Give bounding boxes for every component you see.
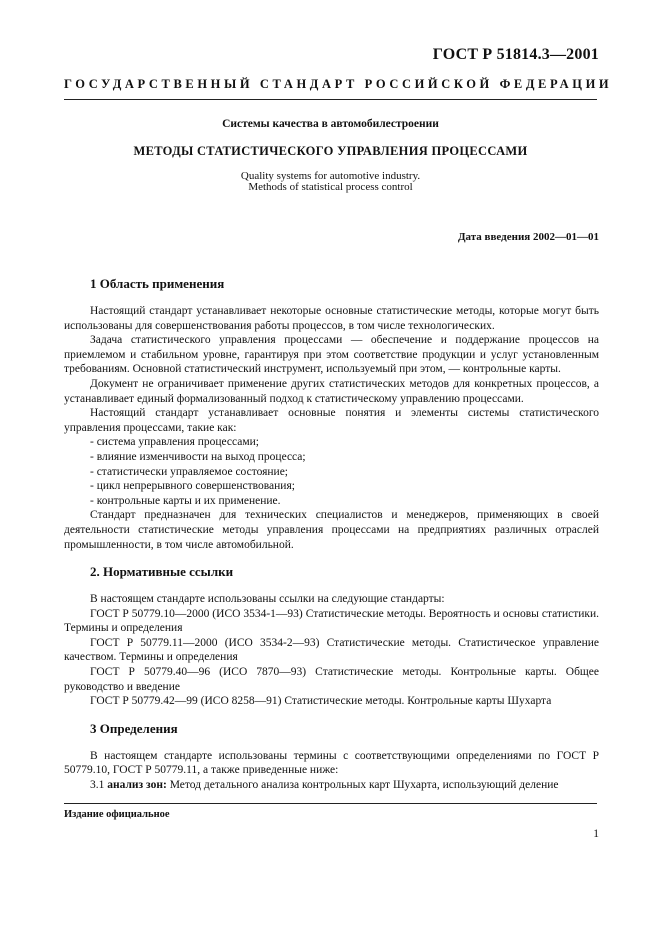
paragraph: Задача статистического управления процессами — обеспечение и поддержание процессов на приемлемом и стабильном уровне, гарантируя при этом соответствие продукции и услуг установленным требованиям. Основной статистический инструмент, используемый при этом, — контрольные карты. — [64, 334, 599, 376]
english-title-line-1: Quality systems for automotive industry. — [240, 170, 421, 182]
footer-rule — [64, 803, 597, 804]
reference-item: ГОСТ Р 50779.40—96 (ИСО 7870—93) Статистические методы. Контрольные карты. Общее руководство и введение — [64, 666, 599, 693]
list-item: - цикл непрерывного совершенствования; — [90, 480, 295, 493]
introduction-date: Дата введения 2002—01—01 — [457, 231, 599, 243]
section-heading: 3 Определения — [90, 720, 178, 736]
subject-title: Системы качества в автомобилестроении — [222, 118, 439, 130]
page-number: 1 — [593, 828, 599, 840]
paragraph: Стандарт предназначен для технических специалистов и менеджеров, применяющих в своей деятельности статистические методы управления процессами на предприятиях различных отраслей промышленности, в том числе автомобильной. — [64, 509, 599, 551]
paragraph: В настоящем стандарте использованы термины с соответствующими определениями по ГОСТ Р 50779.10, ГОСТ Р 50779.11, а также приведенные ниже: — [64, 749, 599, 777]
section-heading: 1 Область применения — [90, 276, 225, 291]
section-heading: 2. Нормативные ссылки — [90, 564, 234, 580]
document-body — [64, 276, 599, 793]
paragraph: В настоящем стандарте использованы ссылки на следующие стандарты: — [90, 593, 445, 606]
paragraph: Документ не ограничивает применение других статистических методов для конкретных процессов, а устанавливает единый формализованный подход к статистическому управлению процессами. — [64, 377, 599, 405]
definition-term: анализ зон: — [107, 779, 167, 792]
concepts-list — [64, 435, 599, 508]
definition-text: Метод детального анализа контрольных карт Шухарта, использующий деление — [169, 779, 559, 792]
paragraph: Настоящий стандарт устанавливает некоторые основные статистические методы, которые могут быть использованы для совершенствования работы процессов, в том числе технологических. — [64, 305, 599, 332]
definition-item — [64, 778, 599, 793]
section-normative-references — [64, 564, 599, 709]
list-item: - система управления процессами; — [90, 436, 260, 449]
list-item: - контрольные карты и их применение. — [90, 494, 281, 507]
header-rule — [64, 99, 597, 100]
english-title — [64, 171, 597, 193]
paragraph: Настоящий стандарт устанавливает основные понятия и элементы системы статистического управления процессами, такие как: — [64, 407, 599, 434]
definition-number: 3.1 — [90, 779, 105, 792]
english-title-line-2: Methods of statistical process control — [248, 181, 413, 193]
reference-item: ГОСТ Р 50779.11—2000 (ИСО 3534-2—93) Статистические методы. Статистическое управление качеством. Термины и определения — [64, 636, 599, 664]
list-item: - влияние изменчивости на выход процесса; — [90, 450, 306, 463]
edition-label: Издание официальное — [64, 809, 170, 820]
main-title: МЕТОДЫ СТАТИСТИЧЕСКОГО УПРАВЛЕНИЯ ПРОЦЕССАМИ — [133, 144, 528, 158]
state-standard-title: ГОСУДАРСТВЕННЫЙ СТАНДАРТ РОССИЙСКОЙ ФЕДЕРАЦИИ — [64, 77, 613, 91]
section-definitions — [64, 721, 599, 793]
list-item: - статистически управляемое состояние; — [90, 465, 289, 478]
section-scope — [64, 276, 599, 552]
reference-item: ГОСТ Р 50779.10—2000 (ИСО 3534-1—93) Статистические методы. Вероятность и основы статистики. Термины и определения — [64, 607, 599, 635]
reference-item: ГОСТ Р 50779.42—99 (ИСО 8258—91) Статистические методы. Контрольные карты Шухарта — [90, 695, 552, 708]
document-number: ГОСТ Р 51814.3—2001 — [432, 46, 599, 63]
